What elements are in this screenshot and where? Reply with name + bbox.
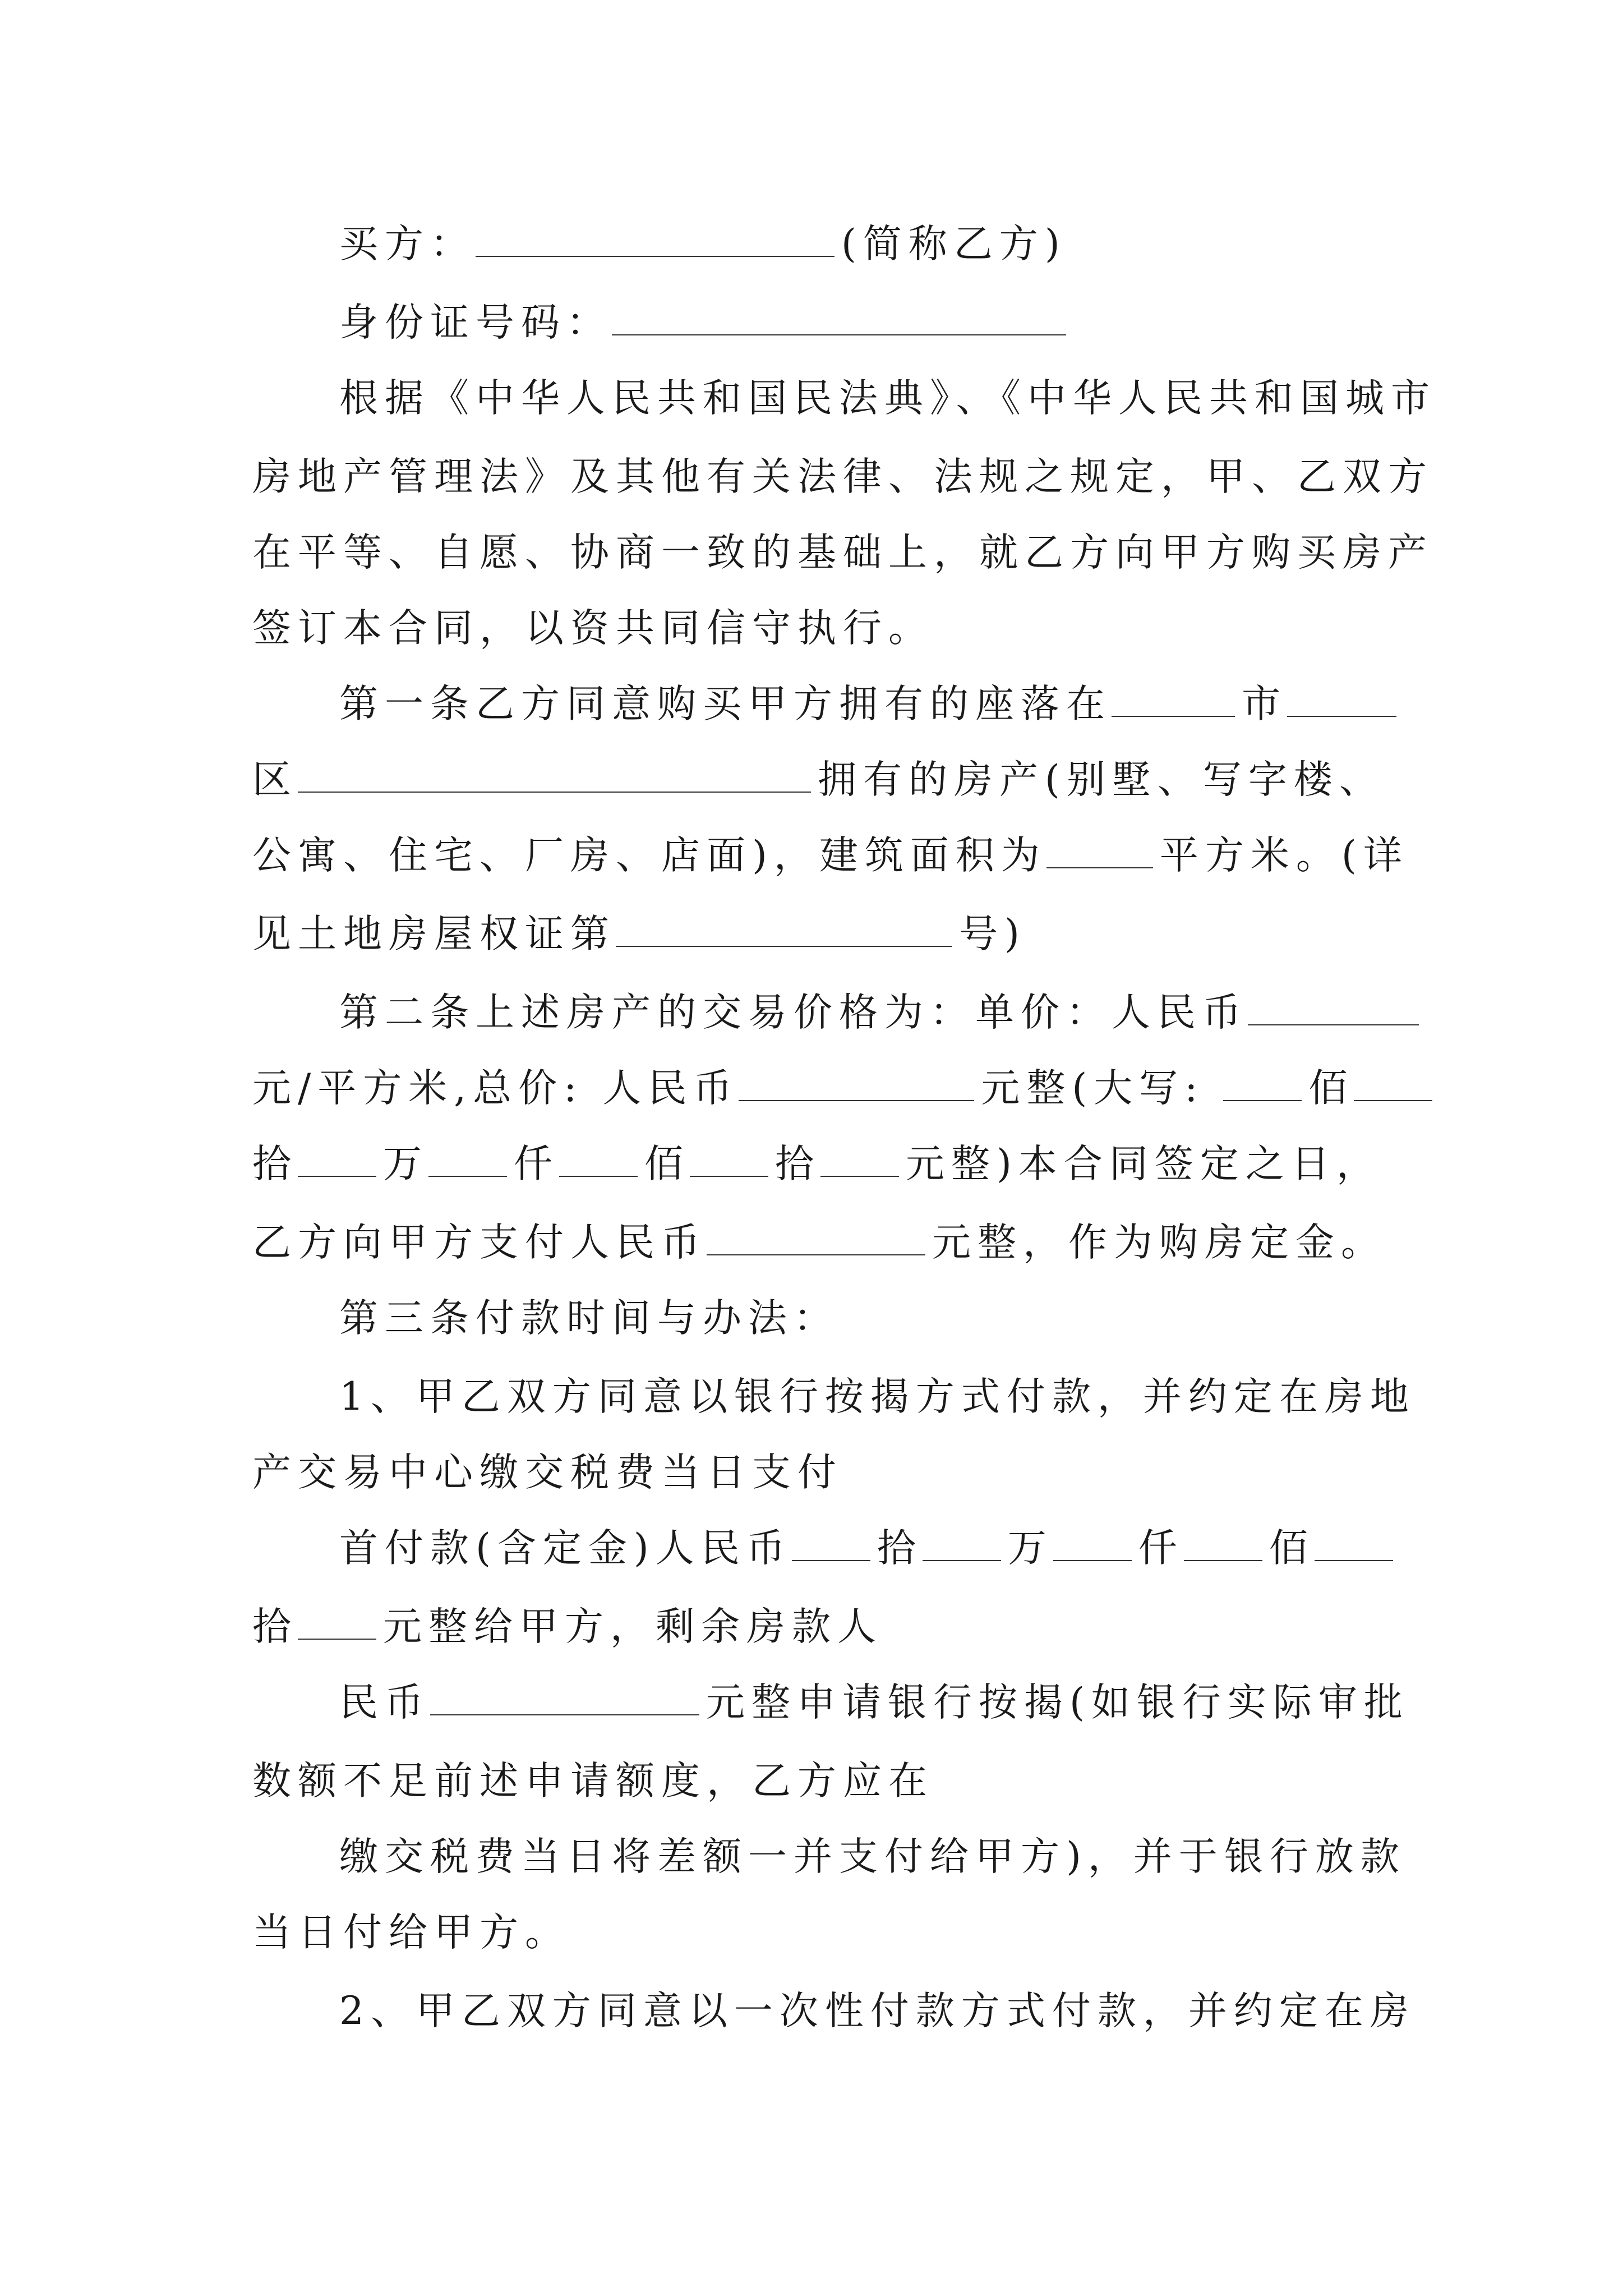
contract-line-para-intro-4 [252, 600, 934, 656]
contract-line-id-number [339, 295, 1073, 351]
line-text: 佰 [1308, 1066, 1354, 1111]
contract-line-art3-1h [252, 1904, 570, 1961]
line-text: 市 [1242, 682, 1287, 726]
contract-line-art3-2a [339, 1983, 1415, 2039]
line-text: 民币 [339, 1680, 430, 1725]
contract-line-art3-1e [339, 1674, 1409, 1731]
fill-in-blank[interactable] [616, 946, 952, 947]
line-text: 元整给甲方，剩余房款人 [383, 1604, 883, 1649]
contract-line-art1-1 [339, 676, 1403, 732]
fill-in-blank[interactable] [1184, 1560, 1262, 1561]
line-text: 第一条乙方同意购买甲方拥有的座落在 [339, 682, 1112, 726]
line-text: 拾 [775, 1142, 820, 1186]
line-text: 号) [959, 912, 1026, 956]
line-text: 产交易中心缴交税费当日支付 [252, 1450, 843, 1495]
contract-line-art3-1g [339, 1829, 1406, 1885]
fill-in-blank[interactable] [923, 1560, 1001, 1561]
line-text: 佰 [644, 1142, 690, 1186]
line-text: 元整，作为购房定金。 [932, 1220, 1386, 1265]
fill-in-blank[interactable] [1354, 1100, 1432, 1101]
line-text: 首付款(含定金)人民币 [339, 1526, 792, 1571]
contract-line-para-intro-2 [252, 449, 1433, 505]
line-text: 签订本合同，以资共同信守执行。 [252, 606, 934, 651]
fill-in-blank[interactable] [792, 1560, 870, 1561]
fill-in-blank[interactable] [430, 1714, 699, 1715]
contract-line-para-intro-1 [339, 370, 1436, 426]
line-text: 平方米。(详 [1159, 833, 1409, 878]
contract-line-art3-1b [252, 1444, 843, 1501]
line-text: 第三条付款时间与办法： [339, 1296, 839, 1341]
contract-line-art3-1d [252, 1599, 883, 1655]
contract-line-art1-4 [252, 906, 1026, 962]
line-text: 元整申请银行按揭(如银行实际审批 [706, 1680, 1409, 1725]
fill-in-blank[interactable] [559, 1176, 638, 1177]
fill-in-blank[interactable] [1112, 716, 1235, 717]
fill-in-blank[interactable] [1046, 867, 1153, 868]
fill-in-blank[interactable] [1287, 716, 1396, 717]
line-text: 元整)本合同签定之日， [906, 1142, 1382, 1186]
contract-line-art3-title [339, 1290, 839, 1346]
line-text: 乙方向甲方支付人民币 [252, 1220, 707, 1265]
line-text: 万 [1007, 1526, 1053, 1571]
line-text: 根据《中华人民共和国民法典》、《中华人民共和国城市 [339, 376, 1436, 421]
fill-in-blank[interactable] [298, 1639, 376, 1640]
line-text: 见土地房屋权证第 [252, 912, 616, 956]
line-text: 第二条上述房产的交易价格为：单价：人民币 [339, 990, 1248, 1035]
line-text: 当日付给甲方。 [252, 1910, 570, 1955]
fill-in-blank[interactable] [298, 792, 811, 793]
line-text: 数额不足前述申请额度，乙方应在 [252, 1759, 934, 1803]
line-text: 佰 [1269, 1526, 1315, 1571]
line-text: 拥有的房产(别墅、写字楼、 [818, 757, 1385, 802]
fill-in-blank[interactable] [1248, 1024, 1419, 1025]
line-text: 区 [252, 757, 298, 802]
fill-in-blank[interactable] [612, 334, 1066, 335]
line-text: 万 [383, 1142, 428, 1186]
line-text: 身份证号码： [339, 300, 612, 345]
line-text: 仟 [514, 1142, 559, 1186]
fill-in-blank[interactable] [476, 256, 834, 257]
fill-in-blank[interactable] [1315, 1560, 1393, 1561]
fill-in-blank[interactable] [1223, 1100, 1302, 1101]
fill-in-blank[interactable] [707, 1254, 925, 1255]
line-text: 缴交税费当日将差额一并支付给甲方)，并于银行放款 [339, 1834, 1406, 1879]
line-text: 2、甲乙双方同意以一次性付款方式付款，并约定在房 [339, 1989, 1415, 2033]
fill-in-blank[interactable] [1053, 1560, 1132, 1561]
contract-line-art3-1f [252, 1753, 934, 1809]
line-text: 元/平方米,总价: 人民币 [252, 1066, 739, 1111]
fill-in-blank[interactable] [690, 1176, 768, 1177]
line-text: 元整(大写: [981, 1066, 1224, 1111]
contract-line-art1-3 [252, 827, 1409, 884]
fill-in-blank[interactable] [428, 1176, 507, 1177]
contract-line-art2-3 [252, 1136, 1382, 1192]
line-text: 拾 [252, 1604, 298, 1649]
line-text: 买方： [339, 222, 476, 266]
contract-line-art3-1a [339, 1369, 1415, 1425]
contract-line-buyer [339, 216, 1067, 272]
line-text: 仟 [1138, 1526, 1184, 1571]
fill-in-blank[interactable] [820, 1176, 899, 1177]
contract-line-para-intro-3 [252, 524, 1433, 581]
line-text: 房地产管理法》及其他有关法律、法规之规定，甲、乙双方 [252, 454, 1433, 499]
fill-in-blank[interactable] [298, 1176, 376, 1177]
line-text: 拾 [877, 1526, 923, 1571]
contract-line-art3-1c [339, 1520, 1400, 1576]
line-text: 1、甲乙双方同意以银行按揭方式付款，并约定在房地 [339, 1374, 1415, 1419]
line-text: 在平等、自愿、协商一致的基础上，就乙方向甲方购买房产 [252, 530, 1433, 575]
contract-line-art2-2 [252, 1060, 1439, 1116]
fill-in-blank[interactable] [739, 1100, 974, 1101]
line-text: 公寓、住宅、厂房、店面)，建筑面积为 [252, 833, 1046, 878]
line-text: 拾 [252, 1142, 298, 1186]
contract-line-art1-2 [252, 752, 1385, 808]
contract-line-art2-4 [252, 1214, 1386, 1271]
line-text: (简称乙方) [841, 222, 1067, 266]
contract-line-art2-1 [339, 984, 1426, 1041]
